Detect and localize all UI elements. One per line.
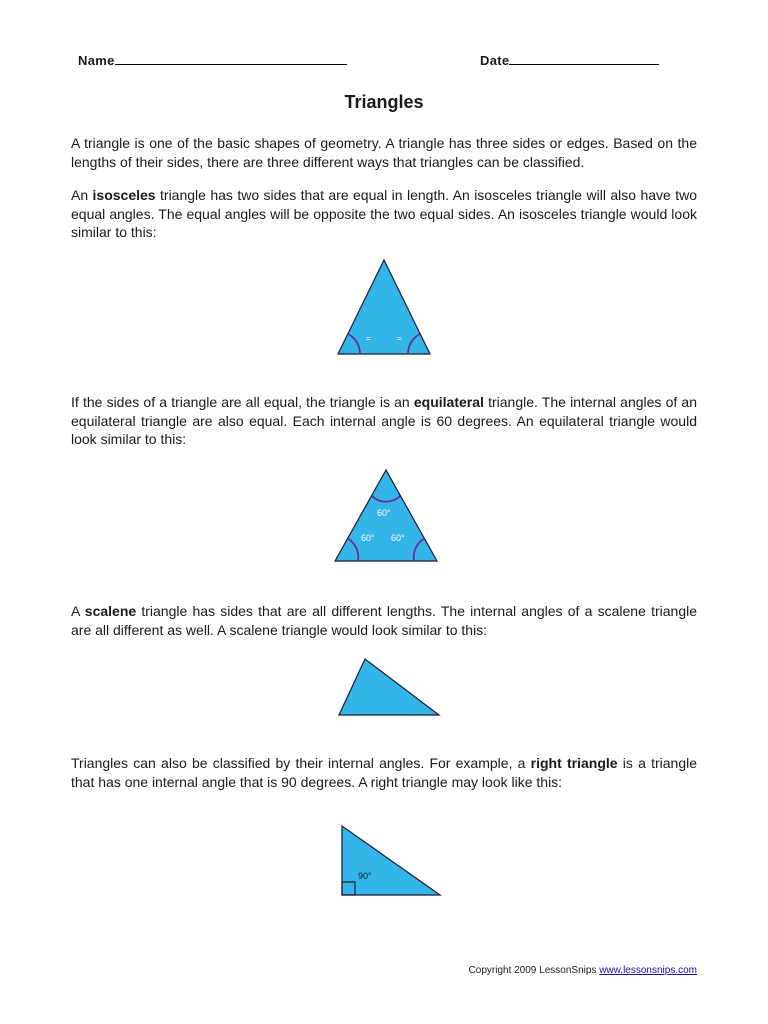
scalene-triangle-figure bbox=[334, 654, 446, 720]
page-title: Triangles bbox=[344, 92, 424, 112]
isosceles-right-mark: = bbox=[397, 334, 402, 343]
equilateral-paragraph bbox=[71, 393, 697, 449]
name-label: Name bbox=[78, 53, 115, 68]
footer bbox=[469, 965, 697, 976]
equilateral-term: equilateral bbox=[413, 394, 484, 410]
right-post: is a triangle that has one internal angle that is 90 degrees. A right triangle may look like this: bbox=[71, 755, 698, 790]
right-term: right triangle bbox=[530, 755, 618, 771]
equilateral-triangle-figure bbox=[330, 466, 442, 566]
scalene-term: scalene bbox=[84, 603, 137, 619]
intro-paragraph: A triangle is one of the basic shapes of geometry. A triangle has three sides or edges. Based on the lengths of their sides, there are three different ways that triangles can be classified. bbox=[71, 135, 697, 170]
right-triangle-figure bbox=[336, 822, 446, 900]
right-triangle-shape bbox=[342, 826, 440, 895]
scalene-post: triangle has sides that are all different lengths. The internal angles of a scalene triangle are all different as well. A scalene triangle would look similar to this: bbox=[71, 603, 697, 638]
right-triangle-paragraph bbox=[71, 754, 697, 791]
name-blank[interactable] bbox=[115, 52, 347, 65]
right-angle-label: 90° bbox=[358, 871, 372, 881]
isosceles-triangle-figure bbox=[330, 256, 440, 360]
lessonsnips-link[interactable]: www.lessonsnips.com bbox=[599, 965, 697, 976]
date-field[interactable] bbox=[480, 52, 659, 70]
equilateral-right-angle-label: 60° bbox=[391, 533, 405, 543]
isosceles-post: triangle has two sides that are equal in length. An isosceles triangle will also have two equal angles. The equal angles will be opposite the two equal sides. An isosceles triangle would look similar to this: bbox=[71, 187, 697, 240]
isosceles-pre: An bbox=[71, 187, 93, 203]
isosceles-left-mark: = bbox=[366, 334, 371, 343]
right-pre: Triangles can also be classified by their internal angles. For example, a bbox=[71, 755, 531, 771]
isosceles-term: isosceles bbox=[92, 187, 156, 203]
scalene-pre: A bbox=[71, 603, 85, 619]
equilateral-left-angle-label: 60° bbox=[361, 533, 375, 543]
copyright-text: Copyright 2009 LessonSnips bbox=[468, 965, 600, 976]
isosceles-triangle-shape bbox=[338, 260, 430, 354]
date-blank[interactable] bbox=[509, 52, 659, 65]
equilateral-post: triangle. The internal angles of an equilateral triangle are also equal. Each internal angle is 60 degrees. An equilateral triangle would look similar to this: bbox=[71, 394, 698, 447]
name-field[interactable] bbox=[78, 52, 347, 70]
equilateral-pre: If the sides of a triangle are all equal, the triangle is an bbox=[71, 394, 414, 410]
isosceles-paragraph bbox=[71, 186, 697, 242]
equilateral-top-angle-label: 60° bbox=[377, 508, 391, 518]
date-label: Date bbox=[480, 53, 510, 68]
scalene-paragraph bbox=[71, 602, 697, 639]
scalene-triangle-shape bbox=[339, 659, 439, 715]
